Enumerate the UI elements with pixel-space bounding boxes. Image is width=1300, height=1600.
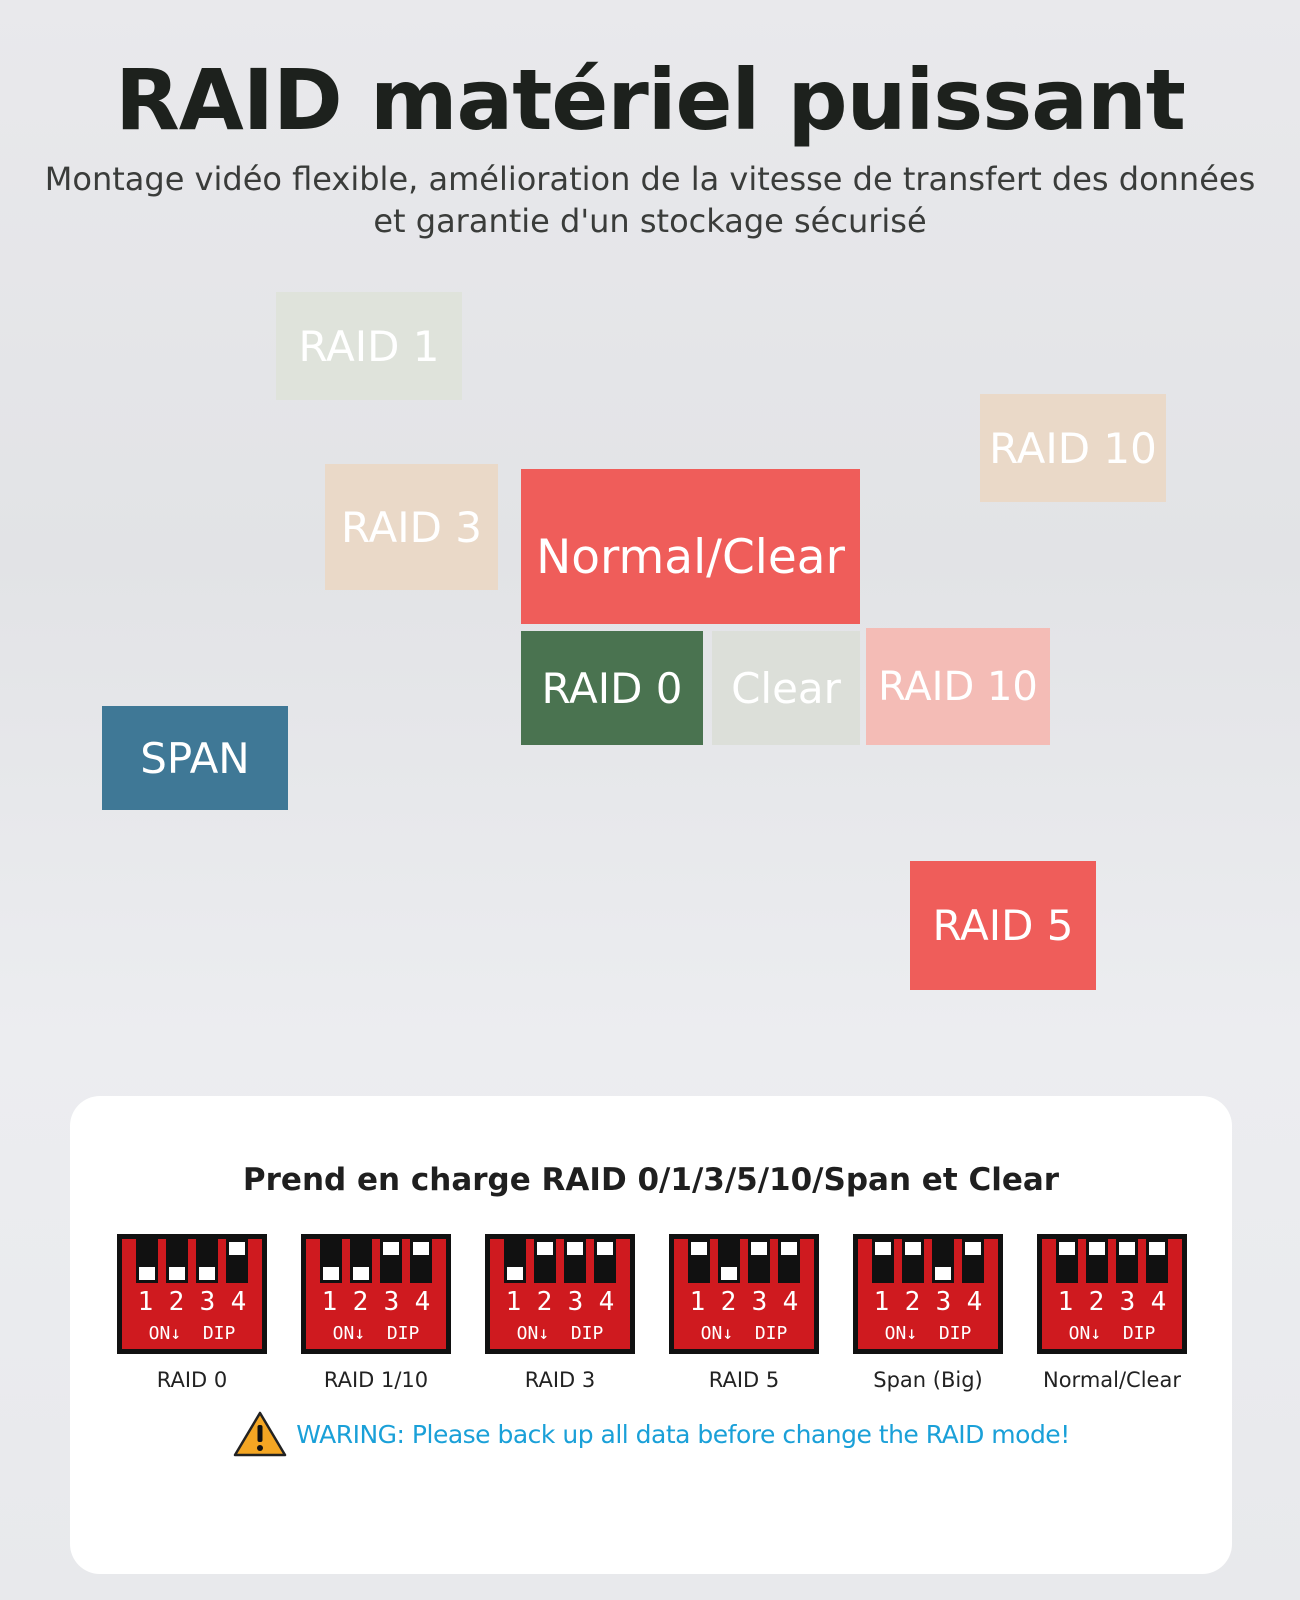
- normal-clear-tile: Normal/Clear: [521, 469, 860, 624]
- switch-knob: [507, 1267, 523, 1280]
- switch-number: 1: [689, 1287, 706, 1317]
- on-dip-caption: ON↓ DIP: [332, 1323, 420, 1344]
- dip-switch-body: [853, 1234, 1003, 1354]
- raid-3-tile: RAID 3: [325, 464, 498, 590]
- dip-switch-row: [117, 1234, 1187, 1404]
- switch-knob: [597, 1242, 613, 1255]
- switch-knob: [875, 1242, 891, 1255]
- switch-lever-2: [534, 1239, 556, 1283]
- on-dip-caption: ON↓ DIP: [1068, 1323, 1156, 1344]
- page-title: RAID matériel puissant: [115, 51, 1185, 149]
- switch-number: 1: [137, 1287, 154, 1317]
- switch-number: 1: [873, 1287, 890, 1317]
- switch-lever-4: [778, 1239, 800, 1283]
- on-dip-caption: ON↓ DIP: [884, 1323, 972, 1344]
- switch-number: 4: [1150, 1287, 1167, 1317]
- switch-number: 3: [567, 1287, 584, 1317]
- dip-switch-2: [301, 1234, 451, 1392]
- switch-number: 4: [782, 1287, 799, 1317]
- switch-numbers: [1042, 1287, 1182, 1317]
- switch-lever-3: [380, 1239, 402, 1283]
- switch-knob: [691, 1242, 707, 1255]
- dip-mode-label: RAID 5: [708, 1368, 780, 1392]
- switch-number: 3: [751, 1287, 768, 1317]
- switch-lever-2: [718, 1239, 740, 1283]
- dip-switch-1: [117, 1234, 267, 1392]
- raid-10-tile-bottom: RAID 10: [866, 628, 1050, 745]
- dip-switch-body: [301, 1234, 451, 1354]
- switch-lever-2: [1086, 1239, 1108, 1283]
- switch-lever-1: [136, 1239, 158, 1283]
- warning-icon: [232, 1410, 288, 1458]
- dip-mode-label: RAID 0: [156, 1368, 228, 1392]
- switch-lever-2: [166, 1239, 188, 1283]
- switch-knob: [751, 1242, 767, 1255]
- switch-knob: [199, 1267, 215, 1280]
- card-title: Prend en charge RAID 0/1/3/5/10/Span et Clear: [242, 1162, 1060, 1198]
- switch-lever-4: [410, 1239, 432, 1283]
- switch-knob: [323, 1267, 339, 1280]
- switch-knob: [1059, 1242, 1075, 1255]
- switch-knob: [567, 1242, 583, 1255]
- switch-number: 2: [352, 1287, 369, 1317]
- dip-switch-6: [1037, 1234, 1187, 1392]
- switch-lever-3: [564, 1239, 586, 1283]
- switch-knob: [169, 1267, 185, 1280]
- page-subtitle: Montage vidéo flexible, amélioration de la vitesse de transfert des données et garantie d'un stockage sécurisé: [44, 160, 1256, 240]
- dip-mode-label: Normal/Clear: [1043, 1368, 1181, 1392]
- switch-knob: [229, 1242, 245, 1255]
- switch-lever-1: [1056, 1239, 1078, 1283]
- switch-number: 1: [1057, 1287, 1074, 1317]
- switch-number: 1: [505, 1287, 522, 1317]
- switch-number: 2: [1088, 1287, 1105, 1317]
- switch-number: 4: [230, 1287, 247, 1317]
- raid-1-tile: RAID 1: [276, 292, 462, 400]
- switch-lever-3: [196, 1239, 218, 1283]
- switch-number: 2: [720, 1287, 737, 1317]
- switch-number: 3: [383, 1287, 400, 1317]
- switch-number: 4: [598, 1287, 615, 1317]
- warning-banner: [70, 1410, 1232, 1458]
- switch-numbers: [122, 1287, 262, 1317]
- switch-numbers: [858, 1287, 998, 1317]
- raid-modes-card: [70, 1096, 1232, 1574]
- switch-knob: [781, 1242, 797, 1255]
- switch-number: 4: [966, 1287, 983, 1317]
- on-dip-caption: ON↓ DIP: [516, 1323, 604, 1344]
- switch-knob: [965, 1242, 981, 1255]
- switch-knob: [353, 1267, 369, 1280]
- switch-lever-4: [226, 1239, 248, 1283]
- raid-10-tile-top: RAID 10: [980, 394, 1166, 502]
- switch-knob: [1119, 1242, 1135, 1255]
- switch-number: 2: [536, 1287, 553, 1317]
- raid-0-tile: RAID 0: [521, 631, 703, 745]
- switch-lever-3: [748, 1239, 770, 1283]
- switch-lever-1: [504, 1239, 526, 1283]
- on-dip-caption: ON↓ DIP: [700, 1323, 788, 1344]
- dip-switch-body: [669, 1234, 819, 1354]
- switch-lever-1: [688, 1239, 710, 1283]
- switch-number: 3: [935, 1287, 952, 1317]
- switch-knob: [905, 1242, 921, 1255]
- switch-number: 3: [1119, 1287, 1136, 1317]
- dip-mode-label: RAID 1/10: [323, 1368, 429, 1392]
- dip-switch-3: [485, 1234, 635, 1392]
- switch-knob: [413, 1242, 429, 1255]
- switch-knob: [537, 1242, 553, 1255]
- switch-number: 2: [168, 1287, 185, 1317]
- dip-mode-label: Span (Big): [873, 1368, 983, 1392]
- switch-lever-2: [350, 1239, 372, 1283]
- switch-lever-2: [902, 1239, 924, 1283]
- switch-knob: [1149, 1242, 1165, 1255]
- switch-number: 4: [414, 1287, 431, 1317]
- switch-numbers: [490, 1287, 630, 1317]
- raid-5-tile: RAID 5: [910, 861, 1096, 990]
- dip-switch-body: [485, 1234, 635, 1354]
- switch-lever-3: [932, 1239, 954, 1283]
- clear-tile: Clear: [712, 631, 860, 745]
- dip-mode-label: RAID 3: [524, 1368, 596, 1392]
- switch-number: 2: [904, 1287, 921, 1317]
- switch-knob: [139, 1267, 155, 1280]
- switch-lever-4: [1146, 1239, 1168, 1283]
- span-tile: SPAN: [102, 706, 288, 810]
- dip-switch-4: [669, 1234, 819, 1392]
- warning-text: WARING: Please back up all data before change the RAID mode!: [296, 1419, 1070, 1449]
- switch-knob: [721, 1267, 737, 1280]
- switch-number: 1: [321, 1287, 338, 1317]
- switch-lever-3: [1116, 1239, 1138, 1283]
- switch-numbers: [674, 1287, 814, 1317]
- dip-switch-body: [117, 1234, 267, 1354]
- switch-numbers: [306, 1287, 446, 1317]
- switch-lever-1: [872, 1239, 894, 1283]
- switch-lever-4: [962, 1239, 984, 1283]
- switch-number: 3: [199, 1287, 216, 1317]
- on-dip-caption: ON↓ DIP: [148, 1323, 236, 1344]
- switch-lever-4: [594, 1239, 616, 1283]
- dip-switch-body: [1037, 1234, 1187, 1354]
- switch-knob: [935, 1267, 951, 1280]
- switch-knob: [1089, 1242, 1105, 1255]
- switch-knob: [383, 1242, 399, 1255]
- switch-lever-1: [320, 1239, 342, 1283]
- dip-switch-5: [853, 1234, 1003, 1392]
